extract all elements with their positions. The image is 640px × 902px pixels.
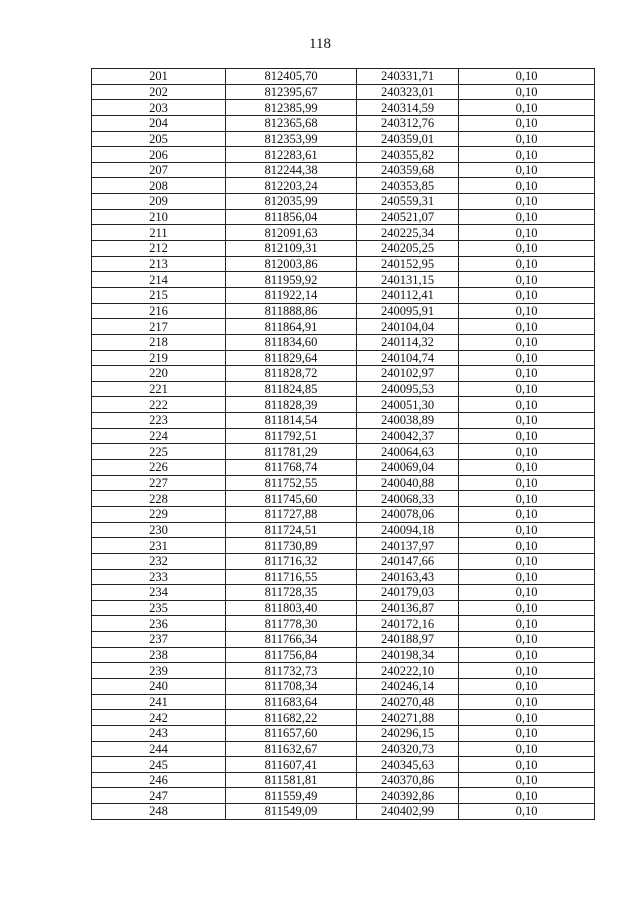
table-row <box>92 647 595 663</box>
y-coordinate-cell: 240172,16 <box>357 616 459 632</box>
table-row <box>92 319 595 335</box>
value-cell: 0,10 <box>459 788 595 804</box>
x-coordinate-cell: 811888,86 <box>226 303 357 319</box>
x-coordinate-cell: 811829,64 <box>226 350 357 366</box>
y-coordinate-cell: 240147,66 <box>357 553 459 569</box>
table-row <box>92 475 595 491</box>
x-coordinate-cell: 811922,14 <box>226 287 357 303</box>
y-coordinate-cell: 240094,18 <box>357 522 459 538</box>
value-cell: 0,10 <box>459 303 595 319</box>
value-cell: 0,10 <box>459 506 595 522</box>
point-number-cell: 211 <box>92 225 226 241</box>
table-row <box>92 678 595 694</box>
table-row <box>92 178 595 194</box>
table-row <box>92 710 595 726</box>
table-row <box>92 522 595 538</box>
value-cell: 0,10 <box>459 663 595 679</box>
table-row <box>92 553 595 569</box>
point-number-cell: 228 <box>92 491 226 507</box>
y-coordinate-cell: 240114,32 <box>357 334 459 350</box>
x-coordinate-cell: 811716,55 <box>226 569 357 585</box>
x-coordinate-cell: 811730,89 <box>226 538 357 554</box>
table-row <box>92 209 595 225</box>
x-coordinate-cell: 812035,99 <box>226 194 357 210</box>
value-cell: 0,10 <box>459 256 595 272</box>
value-cell: 0,10 <box>459 444 595 460</box>
x-coordinate-cell: 812203,24 <box>226 178 357 194</box>
value-cell: 0,10 <box>459 522 595 538</box>
table-row <box>92 569 595 585</box>
table-row <box>92 600 595 616</box>
value-cell: 0,10 <box>459 694 595 710</box>
point-number-cell: 232 <box>92 553 226 569</box>
table-row <box>92 772 595 788</box>
point-number-cell: 221 <box>92 381 226 397</box>
y-coordinate-cell: 240271,88 <box>357 710 459 726</box>
table-row <box>92 804 595 820</box>
x-coordinate-cell: 811683,64 <box>226 694 357 710</box>
x-coordinate-cell: 811728,35 <box>226 585 357 601</box>
table-row <box>92 413 595 429</box>
x-coordinate-cell: 812091,63 <box>226 225 357 241</box>
value-cell: 0,10 <box>459 397 595 413</box>
point-number-cell: 204 <box>92 115 226 131</box>
table-row <box>92 100 595 116</box>
y-coordinate-cell: 240038,89 <box>357 413 459 429</box>
coordinates-table-body <box>92 69 595 820</box>
y-coordinate-cell: 240270,48 <box>357 694 459 710</box>
y-coordinate-cell: 240314,59 <box>357 100 459 116</box>
point-number-cell: 235 <box>92 600 226 616</box>
value-cell: 0,10 <box>459 428 595 444</box>
y-coordinate-cell: 240188,97 <box>357 632 459 648</box>
y-coordinate-cell: 240331,71 <box>357 69 459 85</box>
point-number-cell: 210 <box>92 209 226 225</box>
x-coordinate-cell: 811824,85 <box>226 381 357 397</box>
value-cell: 0,10 <box>459 319 595 335</box>
point-number-cell: 233 <box>92 569 226 585</box>
x-coordinate-cell: 811959,92 <box>226 272 357 288</box>
value-cell: 0,10 <box>459 334 595 350</box>
point-number-cell: 205 <box>92 131 226 147</box>
y-coordinate-cell: 240104,04 <box>357 319 459 335</box>
point-number-cell: 246 <box>92 772 226 788</box>
y-coordinate-cell: 240179,03 <box>357 585 459 601</box>
x-coordinate-cell: 811768,74 <box>226 460 357 476</box>
table-row <box>92 506 595 522</box>
value-cell: 0,10 <box>459 757 595 773</box>
value-cell: 0,10 <box>459 381 595 397</box>
value-cell: 0,10 <box>459 69 595 85</box>
table-row <box>92 272 595 288</box>
point-number-cell: 217 <box>92 319 226 335</box>
point-number-cell: 222 <box>92 397 226 413</box>
x-coordinate-cell: 812365,68 <box>226 115 357 131</box>
y-coordinate-cell: 240521,07 <box>357 209 459 225</box>
x-coordinate-cell: 811732,73 <box>226 663 357 679</box>
table-row <box>92 256 595 272</box>
y-coordinate-cell: 240222,10 <box>357 663 459 679</box>
x-coordinate-cell: 811549,09 <box>226 804 357 820</box>
point-number-cell: 223 <box>92 413 226 429</box>
x-coordinate-cell: 811856,04 <box>226 209 357 225</box>
point-number-cell: 224 <box>92 428 226 444</box>
table-row <box>92 694 595 710</box>
table-row <box>92 397 595 413</box>
value-cell: 0,10 <box>459 194 595 210</box>
x-coordinate-cell: 811581,81 <box>226 772 357 788</box>
x-coordinate-cell: 811781,29 <box>226 444 357 460</box>
x-coordinate-cell: 811828,39 <box>226 397 357 413</box>
point-number-cell: 238 <box>92 647 226 663</box>
x-coordinate-cell: 811657,60 <box>226 725 357 741</box>
y-coordinate-cell: 240078,06 <box>357 506 459 522</box>
y-coordinate-cell: 240095,91 <box>357 303 459 319</box>
value-cell: 0,10 <box>459 772 595 788</box>
y-coordinate-cell: 240137,97 <box>357 538 459 554</box>
point-number-cell: 231 <box>92 538 226 554</box>
y-coordinate-cell: 240104,74 <box>357 350 459 366</box>
y-coordinate-cell: 240112,41 <box>357 287 459 303</box>
point-number-cell: 229 <box>92 506 226 522</box>
y-coordinate-cell: 240102,97 <box>357 366 459 382</box>
table-row <box>92 788 595 804</box>
x-coordinate-cell: 811803,40 <box>226 600 357 616</box>
table-row <box>92 725 595 741</box>
value-cell: 0,10 <box>459 350 595 366</box>
value-cell: 0,10 <box>459 162 595 178</box>
table-row <box>92 334 595 350</box>
value-cell: 0,10 <box>459 84 595 100</box>
value-cell: 0,10 <box>459 585 595 601</box>
point-number-cell: 206 <box>92 147 226 163</box>
point-number-cell: 208 <box>92 178 226 194</box>
value-cell: 0,10 <box>459 209 595 225</box>
table-row <box>92 381 595 397</box>
table-row <box>92 460 595 476</box>
point-number-cell: 226 <box>92 460 226 476</box>
x-coordinate-cell: 811752,55 <box>226 475 357 491</box>
value-cell: 0,10 <box>459 600 595 616</box>
value-cell: 0,10 <box>459 632 595 648</box>
y-coordinate-cell: 240136,87 <box>357 600 459 616</box>
table-row <box>92 131 595 147</box>
table-row <box>92 225 595 241</box>
y-coordinate-cell: 240068,33 <box>357 491 459 507</box>
y-coordinate-cell: 240312,76 <box>357 115 459 131</box>
value-cell: 0,10 <box>459 413 595 429</box>
y-coordinate-cell: 240359,01 <box>357 131 459 147</box>
point-number-cell: 225 <box>92 444 226 460</box>
y-coordinate-cell: 240163,43 <box>357 569 459 585</box>
table-row <box>92 444 595 460</box>
x-coordinate-cell: 811682,22 <box>226 710 357 726</box>
value-cell: 0,10 <box>459 678 595 694</box>
y-coordinate-cell: 240559,31 <box>357 194 459 210</box>
table-row <box>92 538 595 554</box>
point-number-cell: 203 <box>92 100 226 116</box>
value-cell: 0,10 <box>459 272 595 288</box>
point-number-cell: 240 <box>92 678 226 694</box>
x-coordinate-cell: 812405,70 <box>226 69 357 85</box>
y-coordinate-cell: 240359,68 <box>357 162 459 178</box>
point-number-cell: 245 <box>92 757 226 773</box>
value-cell: 0,10 <box>459 460 595 476</box>
y-coordinate-cell: 240051,30 <box>357 397 459 413</box>
point-number-cell: 241 <box>92 694 226 710</box>
point-number-cell: 219 <box>92 350 226 366</box>
x-coordinate-cell: 811864,91 <box>226 319 357 335</box>
table-row <box>92 84 595 100</box>
value-cell: 0,10 <box>459 225 595 241</box>
x-coordinate-cell: 812244,38 <box>226 162 357 178</box>
value-cell: 0,10 <box>459 241 595 257</box>
point-number-cell: 215 <box>92 287 226 303</box>
table-row <box>92 162 595 178</box>
table-row <box>92 741 595 757</box>
value-cell: 0,10 <box>459 741 595 757</box>
table-row <box>92 616 595 632</box>
value-cell: 0,10 <box>459 475 595 491</box>
point-number-cell: 247 <box>92 788 226 804</box>
value-cell: 0,10 <box>459 616 595 632</box>
y-coordinate-cell: 240064,63 <box>357 444 459 460</box>
table-row <box>92 194 595 210</box>
table-row <box>92 757 595 773</box>
page-number: 118 <box>309 36 331 52</box>
value-cell: 0,10 <box>459 178 595 194</box>
value-cell: 0,10 <box>459 100 595 116</box>
y-coordinate-cell: 240402,99 <box>357 804 459 820</box>
x-coordinate-cell: 811814,54 <box>226 413 357 429</box>
value-cell: 0,10 <box>459 804 595 820</box>
point-number-cell: 242 <box>92 710 226 726</box>
point-number-cell: 214 <box>92 272 226 288</box>
y-coordinate-cell: 240296,15 <box>357 725 459 741</box>
x-coordinate-cell: 811778,30 <box>226 616 357 632</box>
x-coordinate-cell: 811828,72 <box>226 366 357 382</box>
y-coordinate-cell: 240355,82 <box>357 147 459 163</box>
x-coordinate-cell: 811834,60 <box>226 334 357 350</box>
value-cell: 0,10 <box>459 647 595 663</box>
point-number-cell: 248 <box>92 804 226 820</box>
y-coordinate-cell: 240345,63 <box>357 757 459 773</box>
x-coordinate-cell: 811727,88 <box>226 506 357 522</box>
y-coordinate-cell: 240131,15 <box>357 272 459 288</box>
value-cell: 0,10 <box>459 131 595 147</box>
table-row <box>92 303 595 319</box>
table-row <box>92 69 595 85</box>
table-row <box>92 585 595 601</box>
point-number-cell: 218 <box>92 334 226 350</box>
y-coordinate-cell: 240042,37 <box>357 428 459 444</box>
y-coordinate-cell: 240323,01 <box>357 84 459 100</box>
x-coordinate-cell: 811607,41 <box>226 757 357 773</box>
x-coordinate-cell: 812353,99 <box>226 131 357 147</box>
point-number-cell: 227 <box>92 475 226 491</box>
x-coordinate-cell: 812385,99 <box>226 100 357 116</box>
x-coordinate-cell: 811792,51 <box>226 428 357 444</box>
x-coordinate-cell: 811708,34 <box>226 678 357 694</box>
x-coordinate-cell: 811716,32 <box>226 553 357 569</box>
value-cell: 0,10 <box>459 491 595 507</box>
x-coordinate-cell: 811632,67 <box>226 741 357 757</box>
value-cell: 0,10 <box>459 569 595 585</box>
x-coordinate-cell: 811724,51 <box>226 522 357 538</box>
point-number-cell: 212 <box>92 241 226 257</box>
x-coordinate-cell: 812109,31 <box>226 241 357 257</box>
y-coordinate-cell: 240225,34 <box>357 225 459 241</box>
y-coordinate-cell: 240198,34 <box>357 647 459 663</box>
y-coordinate-cell: 240205,25 <box>357 241 459 257</box>
y-coordinate-cell: 240392,86 <box>357 788 459 804</box>
point-number-cell: 239 <box>92 663 226 679</box>
value-cell: 0,10 <box>459 147 595 163</box>
table-row <box>92 663 595 679</box>
point-number-cell: 236 <box>92 616 226 632</box>
table-row <box>92 428 595 444</box>
table-row <box>92 632 595 648</box>
table-row <box>92 115 595 131</box>
table-row <box>92 241 595 257</box>
point-number-cell: 237 <box>92 632 226 648</box>
table-row <box>92 287 595 303</box>
x-coordinate-cell: 811559,49 <box>226 788 357 804</box>
x-coordinate-cell: 811745,60 <box>226 491 357 507</box>
y-coordinate-cell: 240320,73 <box>357 741 459 757</box>
y-coordinate-cell: 240370,86 <box>357 772 459 788</box>
x-coordinate-cell: 811756,84 <box>226 647 357 663</box>
value-cell: 0,10 <box>459 553 595 569</box>
y-coordinate-cell: 240152,95 <box>357 256 459 272</box>
point-number-cell: 201 <box>92 69 226 85</box>
table-row <box>92 366 595 382</box>
y-coordinate-cell: 240069,04 <box>357 460 459 476</box>
y-coordinate-cell: 240040,88 <box>357 475 459 491</box>
x-coordinate-cell: 812395,67 <box>226 84 357 100</box>
point-number-cell: 230 <box>92 522 226 538</box>
point-number-cell: 209 <box>92 194 226 210</box>
point-number-cell: 213 <box>92 256 226 272</box>
value-cell: 0,10 <box>459 115 595 131</box>
x-coordinate-cell: 812003,86 <box>226 256 357 272</box>
x-coordinate-cell: 811766,34 <box>226 632 357 648</box>
value-cell: 0,10 <box>459 287 595 303</box>
point-number-cell: 244 <box>92 741 226 757</box>
table-row <box>92 350 595 366</box>
point-number-cell: 216 <box>92 303 226 319</box>
y-coordinate-cell: 240246,14 <box>357 678 459 694</box>
point-number-cell: 220 <box>92 366 226 382</box>
y-coordinate-cell: 240095,53 <box>357 381 459 397</box>
x-coordinate-cell: 812283,61 <box>226 147 357 163</box>
value-cell: 0,10 <box>459 538 595 554</box>
table-row <box>92 491 595 507</box>
coordinates-table <box>91 68 595 820</box>
y-coordinate-cell: 240353,85 <box>357 178 459 194</box>
point-number-cell: 243 <box>92 725 226 741</box>
point-number-cell: 234 <box>92 585 226 601</box>
table-row <box>92 147 595 163</box>
value-cell: 0,10 <box>459 725 595 741</box>
value-cell: 0,10 <box>459 366 595 382</box>
point-number-cell: 207 <box>92 162 226 178</box>
value-cell: 0,10 <box>459 710 595 726</box>
point-number-cell: 202 <box>92 84 226 100</box>
